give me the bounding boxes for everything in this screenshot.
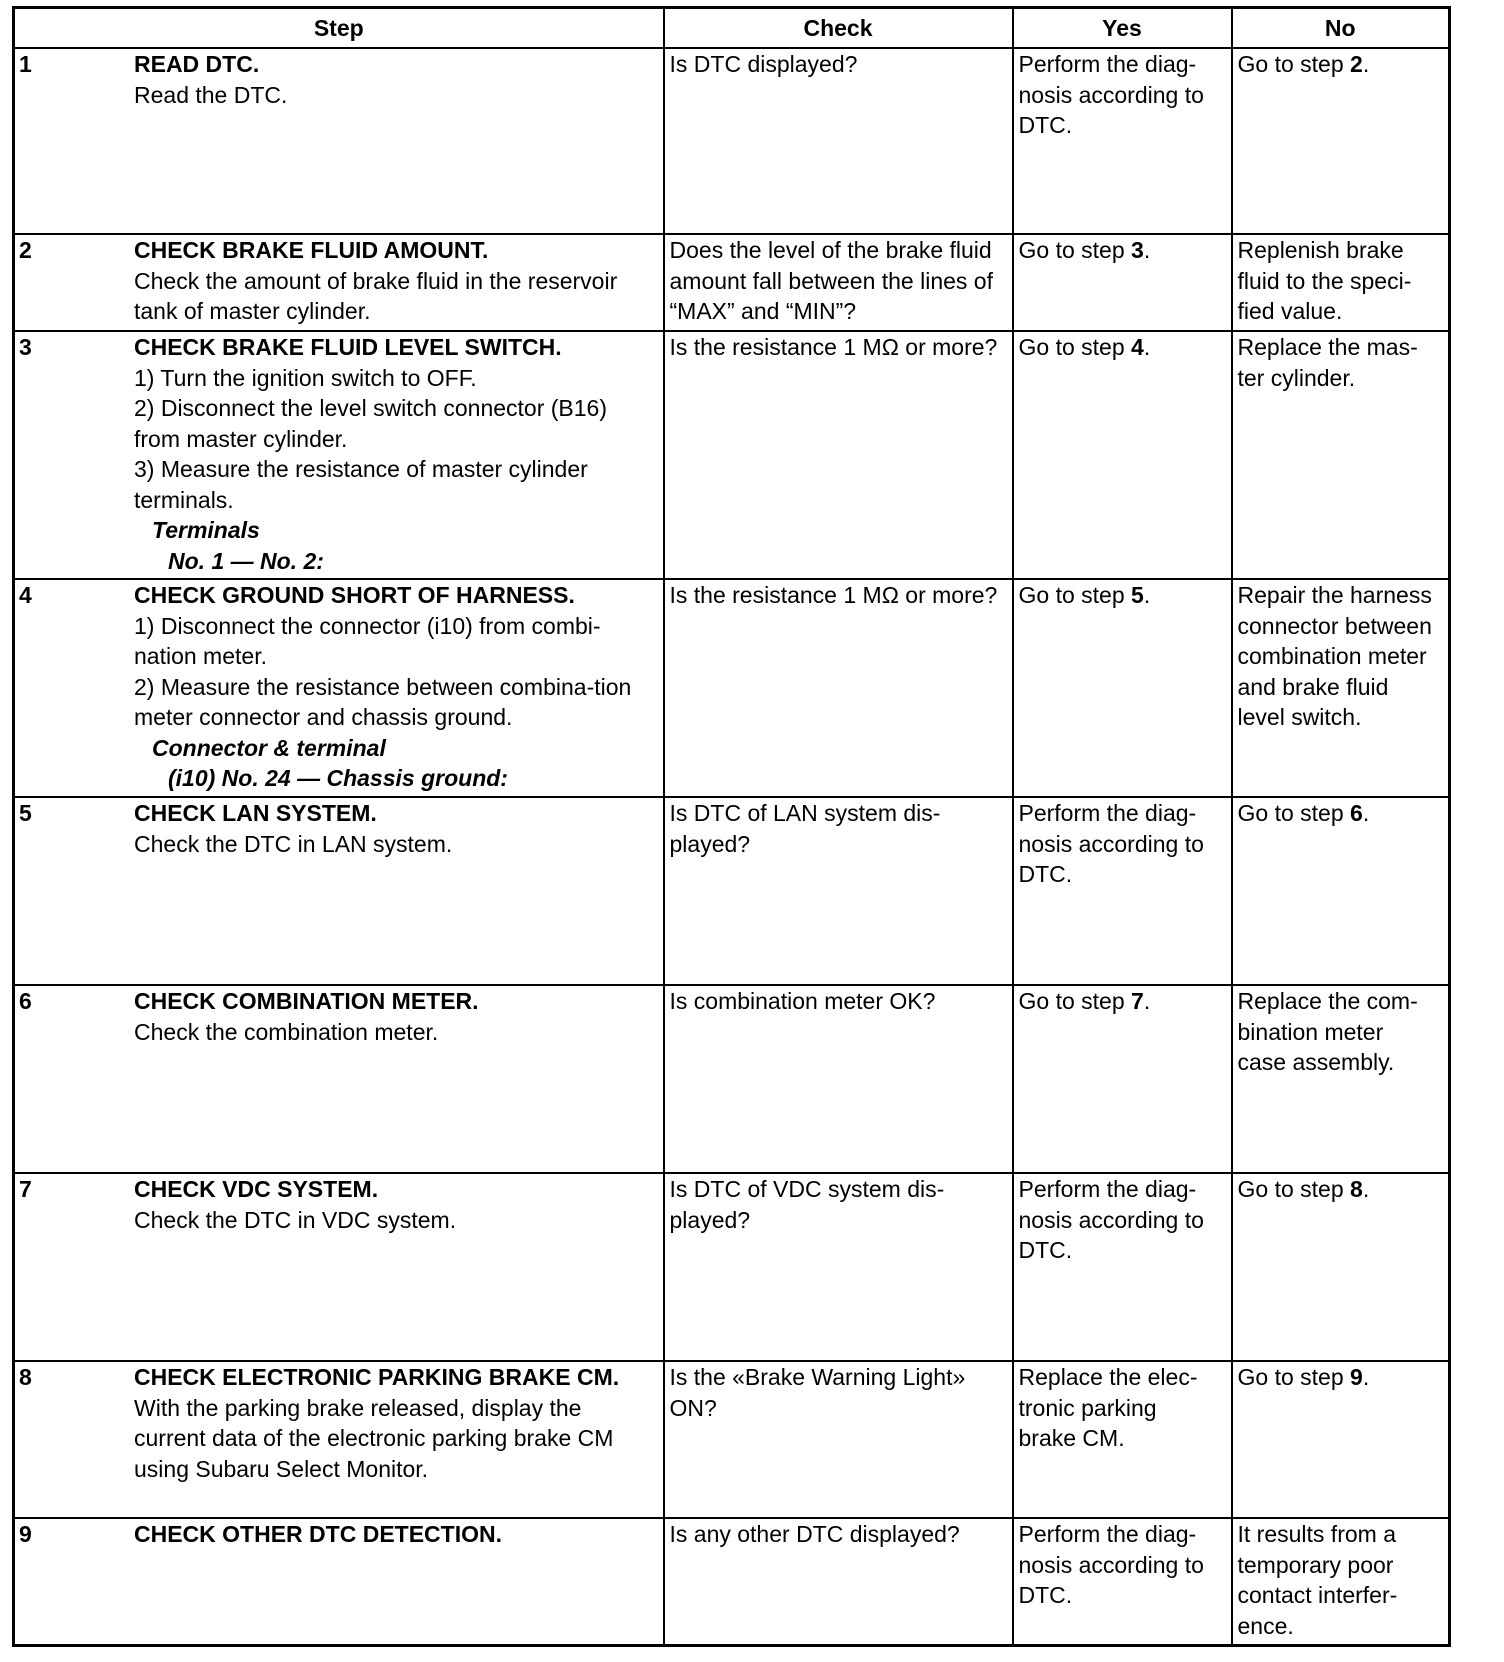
no-goto-suffix: . xyxy=(1362,800,1370,826)
no-cell xyxy=(1232,234,1450,331)
step-title: CHECK BRAKE FLUID LEVEL SWITCH. xyxy=(134,334,562,360)
step-number: 5 xyxy=(19,800,32,826)
check-cell: Is the resistance 1 MΩ or more? xyxy=(664,579,1013,797)
no-goto-text: Go to step xyxy=(1237,1176,1351,1202)
spec-value: (i10) No. 24 — Chassis ground: xyxy=(168,765,508,791)
yes-goto-text: Go to step xyxy=(1018,582,1132,608)
step-title: CHECK COMBINATION METER. xyxy=(134,988,479,1014)
no-goto-step-number: 2 xyxy=(1350,51,1363,77)
no-cell xyxy=(1232,985,1450,1173)
step-description xyxy=(134,332,658,576)
yes-goto-text: Go to step xyxy=(1018,237,1132,263)
table-row xyxy=(14,48,1450,234)
step-title: CHECK BRAKE FLUID AMOUNT. xyxy=(134,237,489,263)
yes-cell xyxy=(1013,331,1232,579)
yes-goto-suffix: . xyxy=(1143,988,1151,1014)
no-goto-text: Go to step xyxy=(1237,1364,1351,1390)
step-description xyxy=(134,798,658,859)
yes-text: Perform the diag- nosis according to DTC. xyxy=(1018,800,1204,887)
no-text: It results from a temporary poor contact interfer- ence. xyxy=(1237,1521,1398,1639)
yes-text: Perform the diag- nosis according to DTC. xyxy=(1018,51,1204,138)
diagnostic-procedure-table xyxy=(12,6,1451,1647)
step-cell xyxy=(14,331,664,579)
yes-goto-text: Go to step xyxy=(1018,988,1132,1014)
table-row xyxy=(14,797,1450,985)
step-cell xyxy=(14,985,664,1173)
yes-goto-text: Go to step xyxy=(1018,334,1132,360)
no-goto-step-number: 8 xyxy=(1350,1176,1363,1202)
step-instruction: 1) Disconnect the connector (i10) from combi-nation meter. xyxy=(134,612,601,669)
no-cell xyxy=(1232,1173,1450,1361)
step-description xyxy=(134,1519,658,1550)
table-row xyxy=(14,579,1450,797)
yes-goto-step-number: 5 xyxy=(1131,582,1144,608)
step-instruction: Read the DTC. xyxy=(134,81,288,108)
no-text: Repair the harness connector between combination meter and brake fluid level switch. xyxy=(1237,582,1432,730)
step-description xyxy=(134,49,658,110)
step-cell xyxy=(14,797,664,985)
table-row xyxy=(14,985,1450,1173)
step-number: 7 xyxy=(19,1176,32,1202)
step-cell xyxy=(14,48,664,234)
no-text: Replenish brake fluid to the speci- fied value. xyxy=(1237,237,1412,324)
yes-text: Perform the diag- nosis according to DTC. xyxy=(1018,1521,1204,1608)
check-cell: Is DTC of LAN system dis- played? xyxy=(664,797,1013,985)
yes-cell xyxy=(1013,234,1232,331)
table-row xyxy=(14,234,1450,331)
table-row xyxy=(14,1173,1450,1361)
no-goto-suffix: . xyxy=(1362,51,1370,77)
table-row xyxy=(14,331,1450,579)
step-cell xyxy=(14,1518,664,1645)
no-text: Replace the com- bination meter case assembly. xyxy=(1237,988,1418,1075)
check-cell: Is the «Brake Warning Light» ON? xyxy=(664,1361,1013,1518)
yes-cell xyxy=(1013,985,1232,1173)
step-title: CHECK ELECTRONIC PARKING BRAKE CM. xyxy=(134,1364,620,1390)
step-instruction: Check the amount of brake fluid in the reservoir tank of master cylinder. xyxy=(134,267,618,324)
no-goto-suffix: . xyxy=(1362,1176,1370,1202)
yes-cell xyxy=(1013,1173,1232,1361)
yes-cell xyxy=(1013,1518,1232,1645)
column-header-check: Check xyxy=(664,8,1013,49)
column-header-step: Step xyxy=(14,8,664,49)
table-body xyxy=(14,48,1450,1645)
no-cell xyxy=(1232,797,1450,985)
yes-goto-step-number: 4 xyxy=(1131,334,1144,360)
table-row xyxy=(14,1518,1450,1645)
step-instruction: Check the combination meter. xyxy=(134,1018,439,1045)
step-instruction: With the parking brake released, display the current data of the electronic parking brake CM using Subaru Select Monitor. xyxy=(134,1394,614,1482)
no-cell xyxy=(1232,1518,1450,1645)
spec-label: Connector & terminal xyxy=(152,734,386,761)
table-header-row xyxy=(14,8,1450,49)
step-number: 1 xyxy=(19,51,32,77)
spec-value: No. 1 — No. 2: xyxy=(168,547,324,574)
no-cell xyxy=(1232,1361,1450,1518)
no-goto-text: Go to step xyxy=(1237,51,1351,77)
step-title: CHECK VDC SYSTEM. xyxy=(134,1176,379,1202)
step-title: CHECK LAN SYSTEM. xyxy=(134,800,377,826)
step-title: READ DTC. xyxy=(134,51,260,77)
yes-text: Replace the elec- tronic parking brake CM. xyxy=(1018,1364,1198,1451)
step-instruction: Check the DTC in LAN system. xyxy=(134,830,453,857)
check-cell: Is DTC displayed? xyxy=(664,48,1013,234)
step-title: CHECK OTHER DTC DETECTION. xyxy=(134,1521,502,1547)
check-cell: Is DTC of VDC system dis- played? xyxy=(664,1173,1013,1361)
step-instruction: 1) Turn the ignition switch to OFF. xyxy=(134,364,477,391)
no-goto-step-number: 9 xyxy=(1350,1364,1363,1390)
check-cell: Is combination meter OK? xyxy=(664,985,1013,1173)
spec-label: Terminals xyxy=(152,517,260,543)
no-goto-step-number: 6 xyxy=(1350,800,1363,826)
step-number: 8 xyxy=(19,1364,32,1390)
check-cell: Does the level of the brake fluid amount fall between the lines of “MAX” and “MIN”? xyxy=(664,234,1013,331)
no-goto-suffix: . xyxy=(1362,1364,1370,1390)
step-instruction: Check the DTC in VDC system. xyxy=(134,1206,457,1233)
step-number: 3 xyxy=(19,334,32,360)
step-description xyxy=(134,986,658,1047)
yes-text: Perform the diag- nosis according to DTC. xyxy=(1018,1176,1204,1263)
step-number: 9 xyxy=(19,1521,32,1547)
no-cell xyxy=(1232,579,1450,797)
column-header-no: No xyxy=(1232,8,1450,49)
step-cell xyxy=(14,1361,664,1518)
step-instruction: 2) Measure the resistance between combina-tion meter connector and chassis ground. xyxy=(134,673,632,730)
no-cell xyxy=(1232,48,1450,234)
no-cell xyxy=(1232,331,1450,579)
step-description xyxy=(134,1362,658,1484)
step-instruction: 3) Measure the resistance of master cylinder terminals. xyxy=(134,456,588,513)
yes-cell xyxy=(1013,797,1232,985)
yes-goto-suffix: . xyxy=(1143,582,1151,608)
step-title: CHECK GROUND SHORT OF HARNESS. xyxy=(134,582,575,608)
step-description xyxy=(134,580,658,794)
yes-goto-suffix: . xyxy=(1143,334,1151,360)
step-number: 2 xyxy=(19,237,32,263)
yes-goto-suffix: . xyxy=(1143,237,1151,263)
yes-goto-step-number: 7 xyxy=(1131,988,1144,1014)
step-instruction: 2) Disconnect the level switch connector (B16) from master cylinder. xyxy=(134,395,607,452)
no-goto-text: Go to step xyxy=(1237,800,1351,826)
yes-cell xyxy=(1013,48,1232,234)
step-cell xyxy=(14,234,664,331)
yes-goto-step-number: 3 xyxy=(1131,237,1144,263)
step-description xyxy=(134,1174,658,1235)
check-cell: Is any other DTC displayed? xyxy=(664,1518,1013,1645)
step-number: 4 xyxy=(19,582,32,608)
step-cell xyxy=(14,1173,664,1361)
step-cell xyxy=(14,579,664,797)
no-text: Replace the mas- ter cylinder. xyxy=(1237,334,1418,391)
step-number: 6 xyxy=(19,988,32,1014)
table-row xyxy=(14,1361,1450,1518)
yes-cell xyxy=(1013,1361,1232,1518)
check-cell: Is the resistance 1 MΩ or more? xyxy=(664,331,1013,579)
column-header-yes: Yes xyxy=(1013,8,1232,49)
yes-cell xyxy=(1013,579,1232,797)
step-description xyxy=(134,235,658,327)
